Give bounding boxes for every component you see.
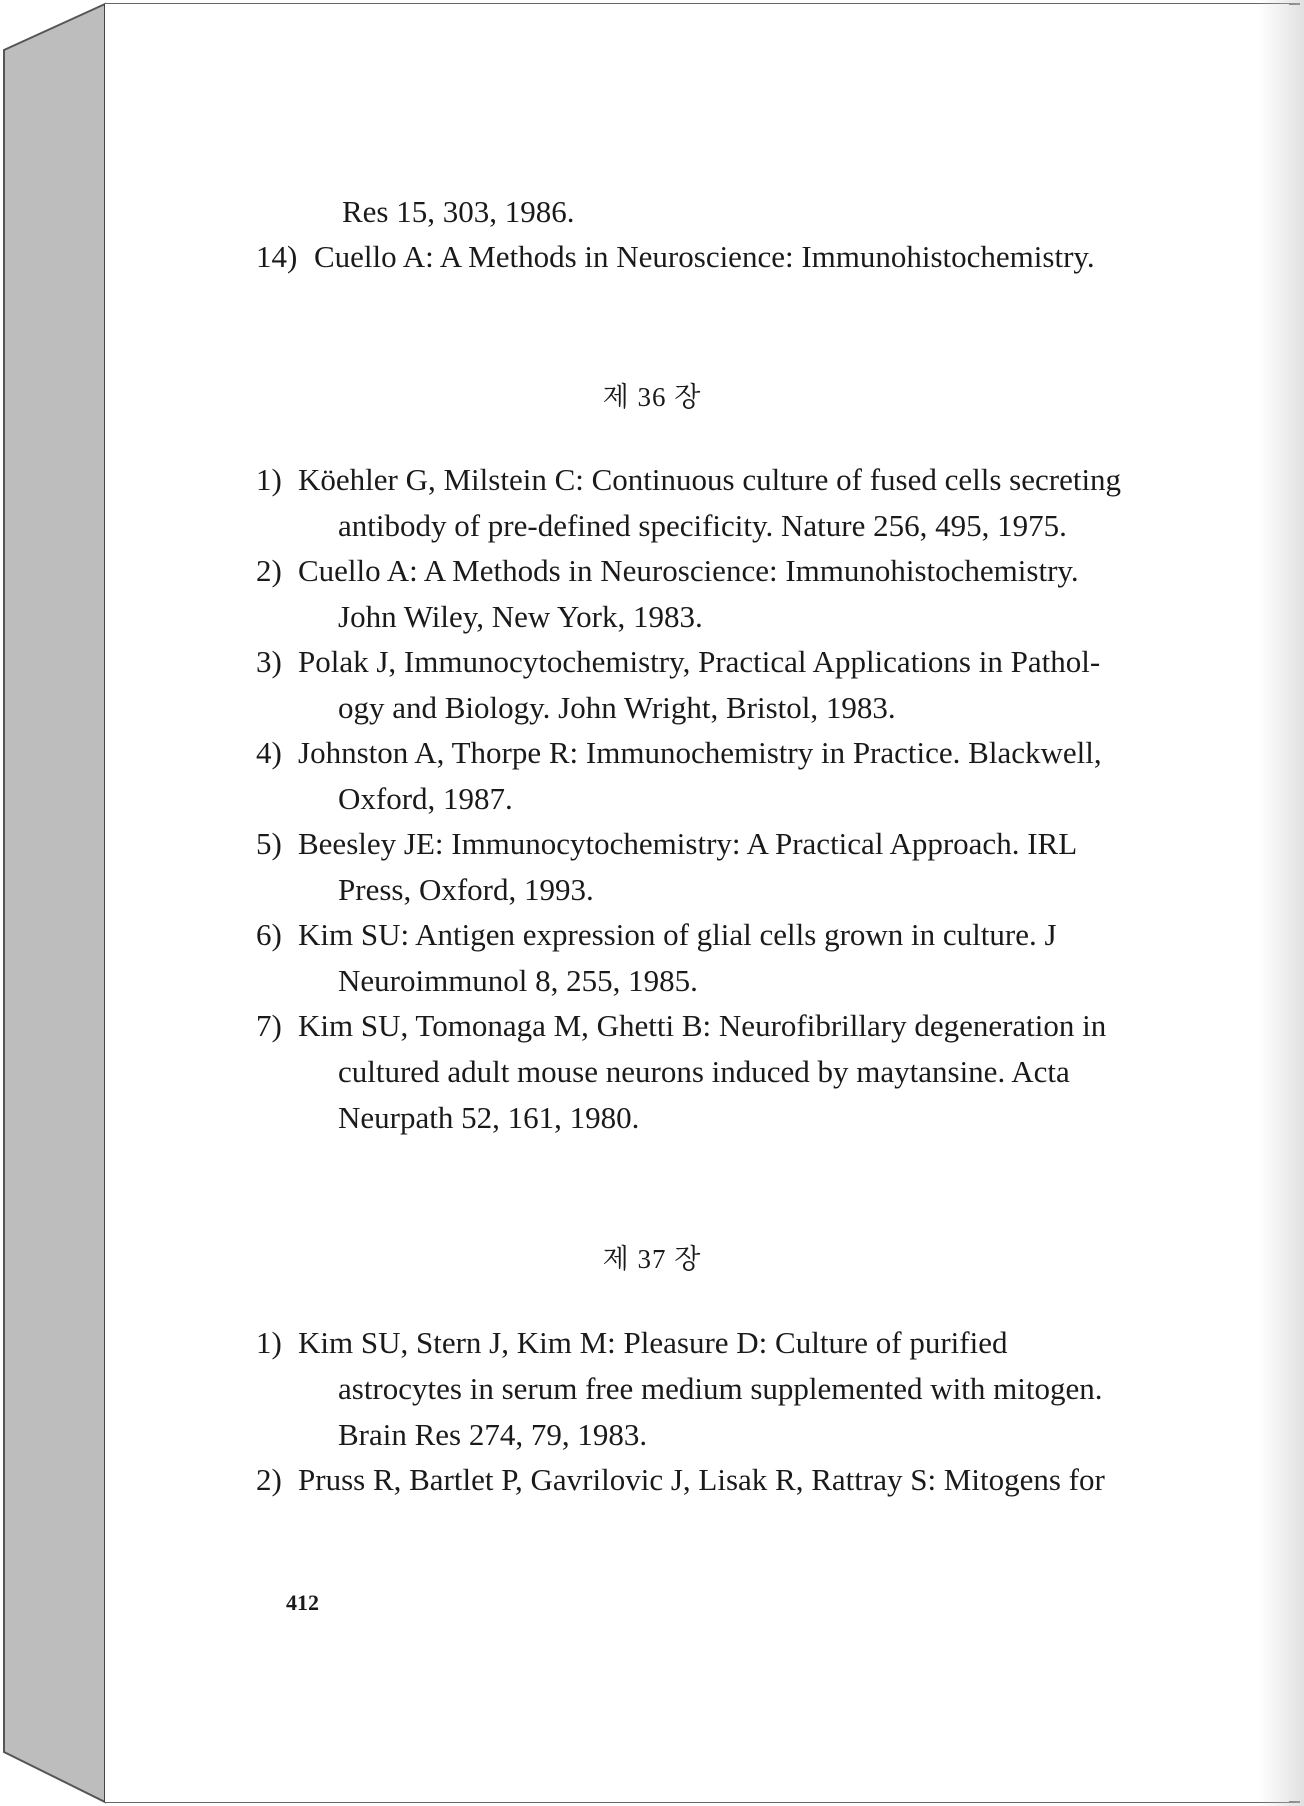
reference-1 [256,1323,1008,1363]
reference-continuation: Res 15, 303, 1986. [342,194,575,229]
reference-line: Kim SU: Antigen expression of glial cells grown in culture. J [298,917,1057,952]
reference-2 [256,1460,1105,1500]
reference-6 [256,915,1057,955]
reference-line: astrocytes in serum free medium supplemented with mitogen. [338,1371,1103,1406]
reference-line: Neurpath 52, 161, 1980. [338,1100,640,1135]
reference-number: 5) [256,826,282,861]
reference-line: Pruss R, Bartlet P, Gavrilovic J, Lisak R, Rattray S: Mitogens for [298,1462,1105,1497]
reference-number: 2) [256,1462,282,1497]
reference-line: John Wiley, New York, 1983. [338,599,703,634]
reference-number: 1) [256,462,282,497]
reference-line: Polak J, Immunocytochemistry, Practical Applications in Pathol- [298,644,1101,679]
reference-line: Johnston A, Thorpe R: Immunochemistry in Practice. Blackwell, [298,735,1102,770]
reference-number: 2) [256,553,282,588]
reference-line: Neuroimmunol 8, 255, 1985. [338,963,698,998]
reference-line: antibody of pre-defined specificity. Nature 256, 495, 1975. [338,508,1067,543]
reference-line: Kim SU, Tomonaga M, Ghetti B: Neurofibrillary degeneration in [298,1008,1107,1043]
reference-line: cultured adult mouse neurons induced by maytansine. Acta [338,1054,1070,1089]
reference-number: 3) [256,644,282,679]
reference-line: Köehler G, Milstein C: Continuous culture of fused cells secreting [298,462,1122,497]
reference-number: 6) [256,917,282,952]
reference-1 [256,460,1148,500]
reference-3 [256,642,1100,682]
reference-number: 4) [256,735,282,770]
reference-14 [256,237,1095,277]
reference-line: Oxford, 1987. [338,781,513,816]
reference-number: 14) [256,239,298,274]
reference-line: Press, Oxford, 1993. [338,872,594,907]
page-edge-shadow [1258,0,1304,1806]
reference-line: Kim SU, Stern J, Kim M: Pleasure D: Culture of purified [298,1325,1008,1360]
reference-line: ogy and Biology. John Wright, Bristol, 1983. [338,690,896,725]
reference-line: Cuello A: A Methods in Neuroscience: Immunohistochemistry. [298,553,1079,588]
reference-7 [256,1006,1106,1046]
reference-number: 7) [256,1008,282,1043]
chapter-37-heading: 제 37 장 [602,1244,702,1274]
page-number: 412 [286,1590,319,1615]
reference-text: Cuello A: A Methods in Neuroscience: Immunohistochemistry. [314,239,1095,274]
reference-line: Brain Res 274, 79, 1983. [338,1417,648,1452]
reference-5 [256,824,1077,864]
reference-number: 1) [256,1325,282,1360]
chapter-36-heading: 제 36 장 [602,382,702,412]
reference-2 [256,551,1079,591]
reference-line: Beesley JE: Immunocytochemistry: A Practical Approach. IRL [298,826,1078,861]
reference-4 [256,733,1102,773]
